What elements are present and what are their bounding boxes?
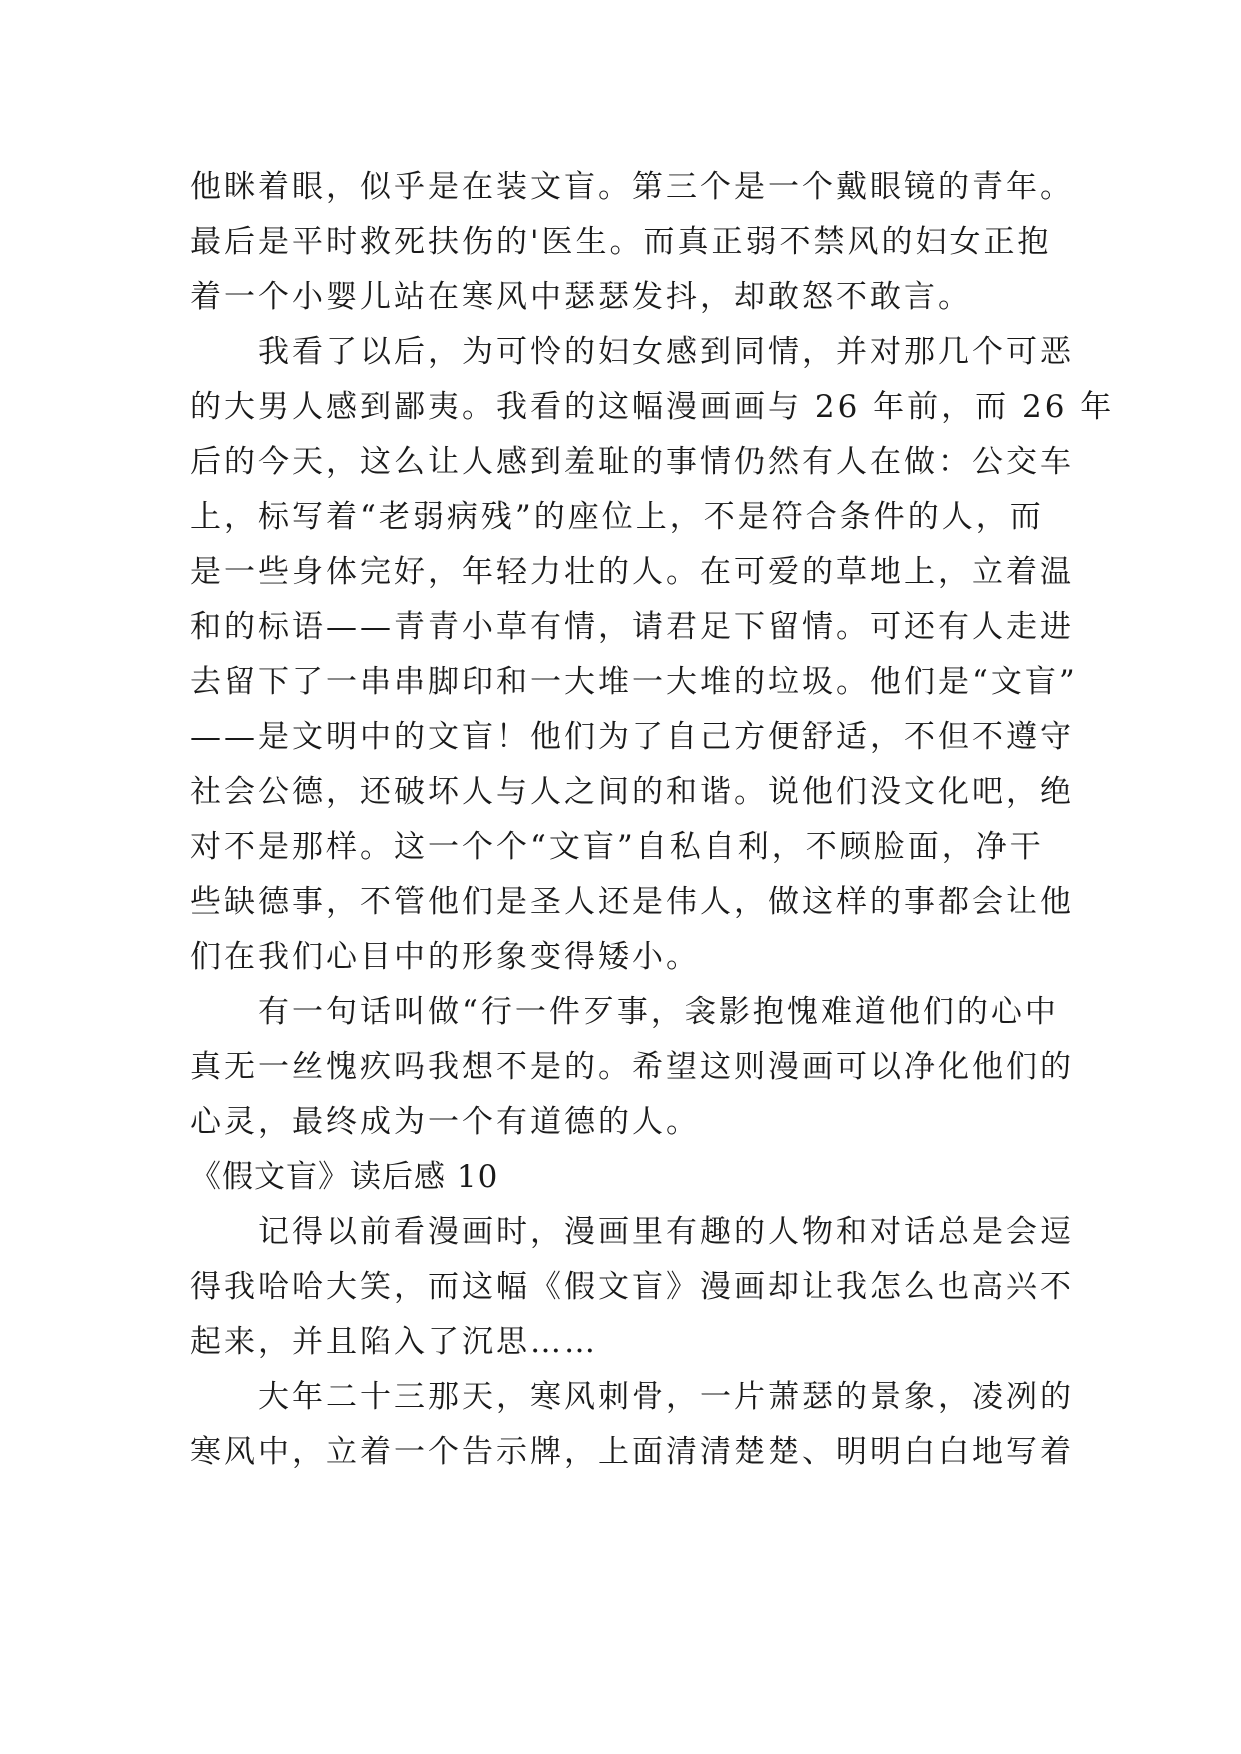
text-line: 他眯着眼，似乎是在装文盲。第三个是一个戴眼镜的青年。 — [190, 169, 1074, 205]
text-line: 有一句话叫做“行一件歹事，衾影抱愧难道他们的心中 — [258, 994, 1059, 1030]
text-line: 和的标语——青青小草有情，请君足下留情。可还有人走进 — [190, 609, 1074, 645]
text-line: 真无一丝愧疚吗我想不是的。希望这则漫画可以净化他们的 — [190, 1049, 1074, 1085]
text-line: 后的今天，这么让人感到羞耻的事情仍然有人在做：公交车 — [190, 444, 1074, 480]
text-line: 上，标写着“老弱病残”的座位上，不是符合条件的人，而 — [190, 499, 1044, 535]
text-line: 大年二十三那天，寒风刺骨，一片萧瑟的景象，凌冽的 — [258, 1379, 1074, 1415]
text-line: 社会公德，还破坏人与人之间的和谐。说他们没文化吧，绝 — [190, 774, 1074, 810]
text-line: 最后是平时救死扶伤的'医生。而真正弱不禁风的妇女正抱 — [190, 224, 1052, 260]
text-line: 去留下了一串串脚印和一大堆一大堆的垃圾。他们是“文盲” — [190, 664, 1078, 700]
body-text — [190, 160, 1115, 1480]
text-line: 我看了以后，为可怜的妇女感到同情，并对那几个可恶 — [258, 334, 1074, 370]
text-line: 心灵，最终成为一个有道德的人。 — [190, 1104, 700, 1140]
text-line: 起来，并且陷入了沉思…… — [190, 1324, 598, 1360]
text-line: 些缺德事，不管他们是圣人还是伟人，做这样的事都会让他 — [190, 884, 1074, 920]
text-line: 寒风中，立着一个告示牌，上面清清楚楚、明明白白地写着 — [190, 1434, 1074, 1470]
text-line: 是一些身体完好，年轻力壮的人。在可爱的草地上，立着温 — [190, 554, 1074, 590]
text-line: 着一个小婴儿站在寒风中瑟瑟发抖，却敢怒不敢言。 — [190, 279, 972, 315]
text-line: 们在我们心目中的形象变得矮小。 — [190, 939, 700, 975]
text-line: 的大男人感到鄙夷。我看的这幅漫画画与 26 年前，而 26 年 — [190, 389, 1115, 425]
text-line: 记得以前看漫画时，漫画里有趣的人物和对话总是会逗 — [258, 1214, 1074, 1250]
text-line: 对不是那样。这一个个“文盲”自私自利，不顾脸面，净干 — [190, 829, 1044, 865]
section-heading: 《假文盲》读后感 10 — [190, 1159, 499, 1195]
text-line: ——是文明中的文盲！他们为了自己方便舒适，不但不遵守 — [190, 719, 1074, 755]
text-line: 得我哈哈大笑，而这幅《假文盲》漫画却让我怎么也高兴不 — [190, 1269, 1074, 1305]
